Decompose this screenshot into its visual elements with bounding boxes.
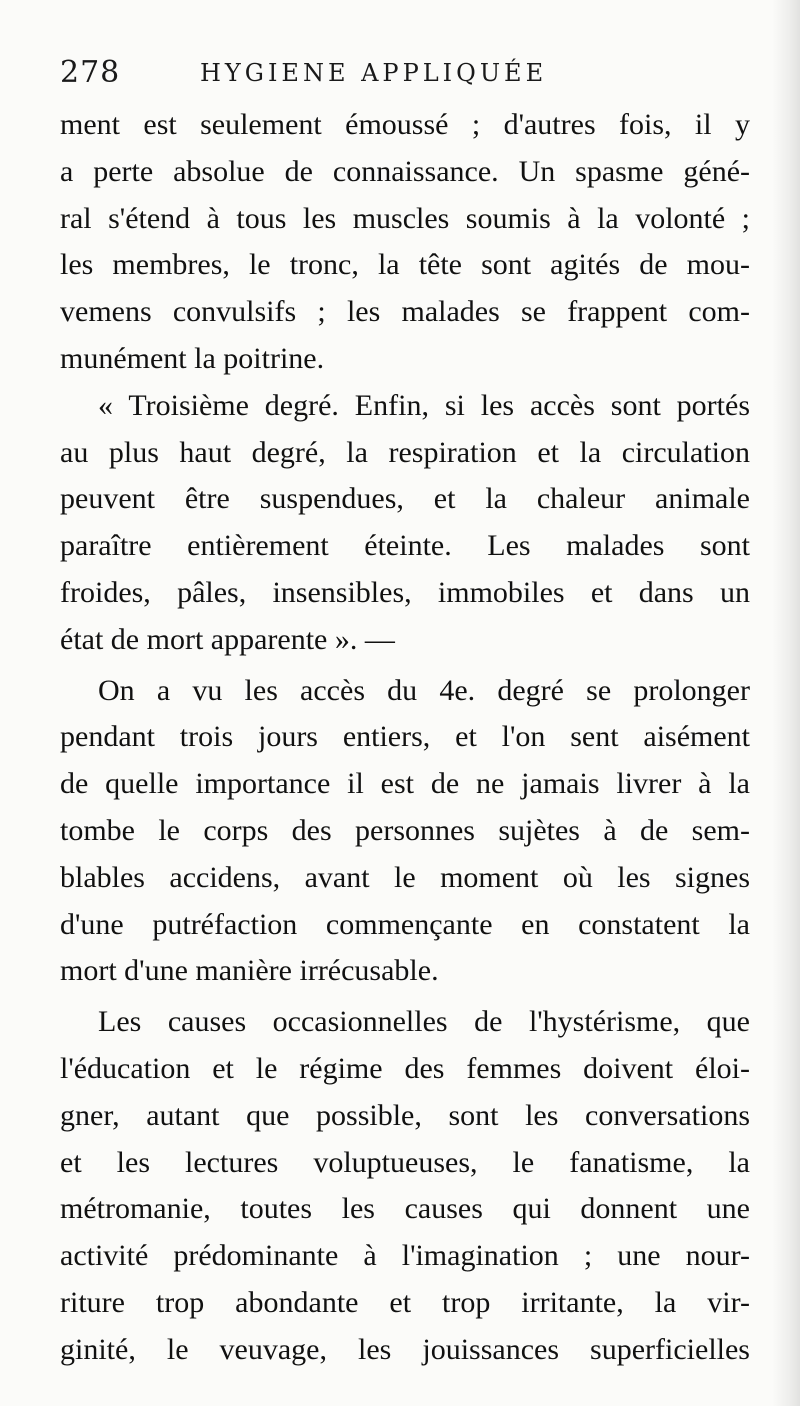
text-line: mort d'une manière irrécusable.: [60, 954, 439, 988]
text-line: et les lectures voluptueuses, le fanatisme, la: [60, 1145, 750, 1179]
text-line: ral s'étend à tous les muscles soumis à la volonté ;: [60, 201, 750, 235]
text-line: On a vu les accès du 4e. degré se prolonger: [98, 673, 750, 707]
text-line: blables accidens, avant le moment où les signes: [60, 860, 750, 894]
text-line: a perte absolue de connaissance. Un spasme géné-: [60, 154, 750, 188]
running-head: HYGIENE APPLIQUÉE: [200, 59, 548, 87]
text-line: froides, pâles, insensibles, immobiles et dans un: [60, 575, 750, 609]
page-header: [60, 55, 760, 95]
text-line: gner, autant que possible, sont les conversations: [60, 1098, 750, 1132]
text-line: les membres, le tronc, la tête sont agités de mou-: [60, 248, 750, 282]
text-line: au plus haut degré, la respiration et la circulation: [60, 435, 750, 469]
text-line: d'une putréfaction commençante en constatent la: [60, 907, 750, 941]
text-line: peuvent être suspendues, et la chaleur animale: [60, 482, 750, 516]
text-line: Les causes occasionnelles de l'hystérisme, que: [98, 1005, 750, 1039]
text-line: activité prédominante à l'imagination ; une nour-: [60, 1239, 750, 1273]
text-line: paraître entièrement éteinte. Les malades sont: [60, 529, 750, 563]
text-line: tombe le corps des personnes sujètes à de sem-: [60, 813, 750, 847]
text-line: ginité, le veuvage, les jouissances superficielles: [60, 1332, 750, 1366]
text-line: l'éducation et le régime des femmes doivent éloi-: [60, 1051, 750, 1085]
text-line: riture trop abondante et trop irritante, la vir-: [60, 1285, 750, 1319]
text-line: métromanie, toutes les causes qui donnent une: [60, 1192, 750, 1226]
text-line: vemens convulsifs ; les malades se frappent com-: [60, 295, 750, 329]
text-line: état de mort apparente ». —: [60, 622, 395, 656]
body-text: [60, 102, 750, 1374]
text-line: munément la poitrine.: [60, 341, 325, 375]
text-line: ment est seulement émoussé ; d'autres fois, il y: [60, 108, 750, 141]
text-line: pendant trois jours entiers, et l'on sent aisément: [60, 720, 750, 754]
text-line: de quelle importance il est de ne jamais livrer à la: [60, 767, 750, 801]
page-edge-shadow: [772, 0, 800, 1406]
page-number: 278: [60, 55, 121, 90]
text-line: « Troisième degré. Enfin, si les accès sont portés: [98, 388, 750, 422]
